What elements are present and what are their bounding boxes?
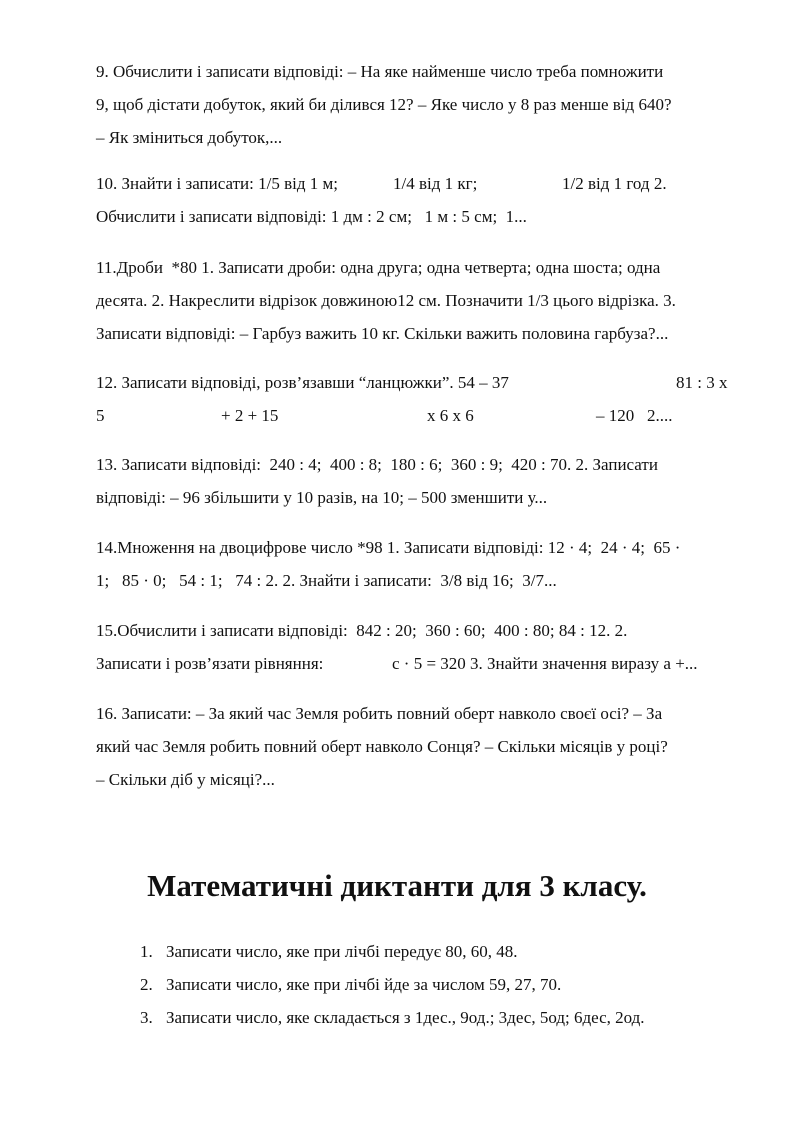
dictation-list: [140, 935, 645, 1034]
task-14: [96, 531, 736, 597]
task-9: [96, 55, 736, 154]
task-line: 12. Записати відповіді, розв’язавши “ланцюжки”. 54 – 37 81 : 3 х: [96, 373, 728, 392]
list-item: [140, 935, 645, 968]
task-line: 11.Дроби *80 1. Записати дроби: одна друга; одна четверта; одна шоста; одна: [96, 258, 661, 277]
task-line: 16. Записати: – За який час Земля робить повний оберт навколо своєї осі? – За: [96, 704, 663, 723]
list-item-text: Записати число, яке при лічбі передує 80, 60, 48.: [166, 942, 518, 961]
task-line: Записати відповіді: – Гарбуз важить 10 кг. Скільки важить половина гарбуза?...: [96, 324, 669, 343]
task-line: Обчислити і записати відповіді: 1 дм : 2 см; 1 м : 5 см; 1...: [96, 207, 527, 226]
task-line: 13. Записати відповіді: 240 : 4; 400 : 8; 180 : 6; 360 : 9; 420 : 70. 2. Записати: [96, 455, 658, 474]
task-15: [96, 614, 736, 680]
task-line: – Як зміниться добуток,...: [96, 128, 283, 147]
task-line: – Скільки діб у місяці?...: [96, 770, 275, 789]
task-line: 10. Знайти і записати: 1/5 від 1 м; 1/4 від 1 кг; 1/2 від 1 год 2.: [96, 174, 667, 193]
task-10: [96, 167, 736, 233]
task-13: [96, 448, 736, 514]
task-line: 9, щоб дістати добуток, який би ділився 12? – Яке число у 8 раз менше від 640?: [96, 95, 672, 114]
list-item-number: 3.: [140, 1008, 153, 1027]
task-line: десята. 2. Накреслити відрізок довжиною12 см. Позначити 1/3 цього відрізка. 3.: [96, 291, 676, 310]
task-16: [96, 697, 736, 796]
task-line: 1; 85 · 0; 54 : 1; 74 : 2. 2. Знайти і записати: 3/8 від 16; 3/7...: [96, 571, 557, 590]
task-11: [96, 251, 736, 350]
list-item-text: Записати число, яке складається з 1дес., 9од.; 3дес, 5од; 6дес, 2од.: [166, 1008, 645, 1027]
section-title: Математичні диктанти для 3 класу.: [147, 868, 647, 903]
list-item-text: Записати число, яке при лічбі йде за числом 59, 27, 70.: [166, 975, 562, 994]
task-line: 9. Обчислити і записати відповіді: – На яке найменше число треба помножити: [96, 62, 664, 81]
list-item-number: 2.: [140, 975, 153, 994]
task-line: відповіді: – 96 збільшити у 10 разів, на 10; – 500 зменшити у...: [96, 488, 548, 507]
task-line: 14.Множення на двоцифрове число *98 1. Записати відповіді: 12 · 4; 24 · 4; 65 ·: [96, 538, 681, 557]
task-line: 5 + 2 + 15 х 6 х 6 – 120 2....: [96, 406, 673, 425]
list-item-number: 1.: [140, 942, 153, 961]
task-line: який час Земля робить повний оберт навколо Сонця? – Скільки місяців у році?: [96, 737, 668, 756]
task-line: Записати і розв’язати рівняння: с · 5 = 320 3. Знайти значення виразу а +...: [96, 654, 698, 673]
task-line: 15.Обчислити і записати відповіді: 842 : 20; 360 : 60; 400 : 80; 84 : 12. 2.: [96, 621, 628, 640]
list-item: [140, 1001, 645, 1034]
task-12: [96, 366, 736, 432]
list-item: [140, 968, 645, 1001]
